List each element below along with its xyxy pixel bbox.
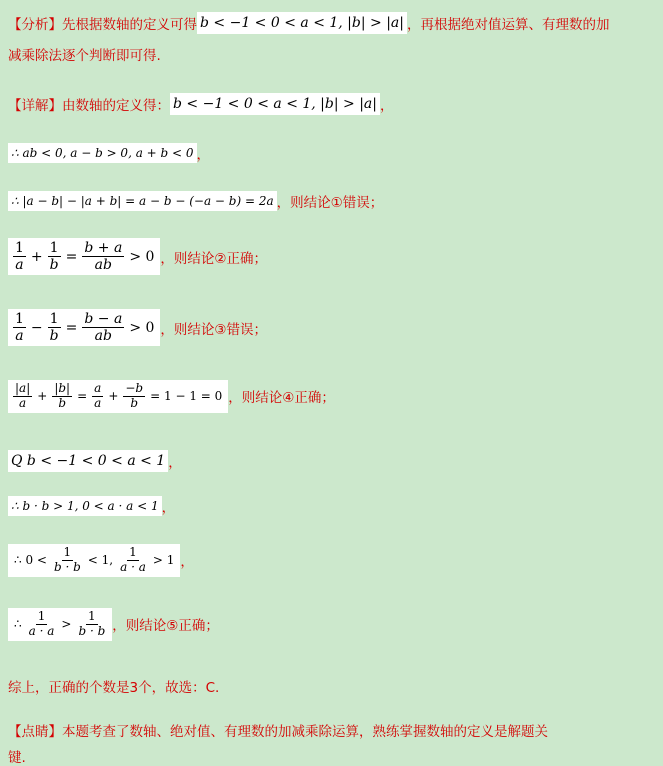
numerator: 1	[15, 311, 24, 327]
step-6	[8, 450, 657, 472]
numerator: 1	[37, 609, 46, 623]
denominator: a	[94, 395, 102, 410]
comment-text-line2: 键.	[8, 750, 26, 766]
operator: =	[77, 389, 88, 404]
fraction	[52, 382, 72, 411]
fraction	[123, 382, 145, 411]
denominator: b	[58, 395, 67, 410]
operator: +	[30, 248, 43, 265]
numerator: 1	[49, 311, 59, 327]
numerator: 1	[88, 609, 96, 623]
comparison: > 0	[129, 319, 155, 336]
step-5-math	[8, 380, 228, 413]
detail-tag: 【详解】	[8, 98, 62, 114]
step-2-tail: ，则结论①错误；	[276, 195, 384, 211]
fraction	[52, 546, 83, 575]
comparison: > 0	[129, 248, 155, 265]
numerator: 1	[63, 545, 72, 559]
step-2-math: ∴ |a − b| − |a + b| = a − b − (−a − b) = 2a	[8, 191, 277, 211]
analysis-math: b < −1 < 0 < a < 1, |b| > |a|	[197, 12, 407, 34]
step-8-math	[8, 544, 180, 577]
denominator: b · b	[78, 623, 106, 638]
step-9	[8, 608, 657, 641]
denominator: a	[15, 257, 24, 274]
denominator: b	[49, 257, 59, 274]
analysis-text-after: ，再根据绝对值运算、有理数的加	[407, 17, 610, 33]
step-3	[8, 238, 657, 275]
comment-tag: 【点睛】	[8, 724, 62, 740]
comparison: < 1,	[87, 553, 114, 568]
fraction	[48, 311, 61, 344]
detail-math: b < −1 < 0 < a < 1, |b| > |a|	[170, 93, 380, 115]
numerator: 1	[129, 545, 137, 559]
numerator: 1	[49, 240, 59, 256]
analysis-line-1	[8, 12, 657, 34]
prefix: ∴ 0 <	[14, 553, 47, 568]
summary-line	[8, 676, 657, 696]
numerator: a	[94, 381, 102, 395]
numerator: b − a	[84, 311, 123, 327]
denominator: b	[49, 328, 59, 345]
denominator: a · a	[120, 559, 146, 574]
numerator: |a|	[15, 381, 31, 395]
denominator: ab	[94, 257, 112, 274]
fraction	[76, 610, 107, 639]
fraction	[13, 311, 26, 344]
summary-text: 综上，正确的个数是3个，故选：C.	[8, 680, 220, 696]
operator: +	[108, 389, 119, 404]
step-7-tail: ，	[161, 500, 176, 516]
fraction	[118, 546, 148, 575]
fraction	[92, 382, 103, 411]
denominator: a · a	[28, 623, 55, 638]
step-4-tail: ，则结论③错误；	[160, 321, 268, 338]
operator: +	[37, 389, 48, 404]
fraction	[82, 311, 124, 344]
step-7	[8, 496, 657, 516]
analysis-tag: 【分析】	[8, 17, 62, 33]
analysis-text-line2: 减乘除法逐个判断即可得.	[8, 48, 161, 64]
detail-tail: ，	[380, 98, 394, 114]
fraction	[48, 240, 61, 273]
numerator: 1	[15, 240, 24, 256]
fraction	[27, 610, 57, 639]
fraction	[13, 240, 26, 273]
comparison: = 1 − 1 = 0	[150, 389, 223, 404]
analysis-text: 先根据数轴的定义可得	[62, 17, 197, 33]
step-5-tail: ，则结论④正确；	[228, 390, 335, 407]
step-4	[8, 309, 657, 346]
denominator: a	[19, 395, 27, 410]
detail-line	[8, 93, 657, 115]
fraction	[82, 240, 124, 273]
step-2	[8, 191, 657, 211]
comment-line-2	[8, 746, 657, 766]
step-1-math: ∴ ab < 0, a − b > 0, a + b < 0	[8, 143, 197, 163]
denominator: b	[130, 395, 139, 410]
analysis-line-2	[8, 44, 657, 64]
comment-line-1	[8, 720, 657, 740]
comparison: > 1	[152, 553, 175, 568]
step-4-math	[8, 309, 160, 346]
operator: =	[65, 319, 78, 336]
step-9-math	[8, 608, 112, 641]
step-8-tail: ，	[180, 554, 194, 571]
detail-text: 由数轴的定义得：	[62, 98, 170, 114]
step-3-tail: ，则结论②正确；	[160, 250, 268, 267]
prefix: ∴	[14, 617, 22, 632]
denominator: ab	[94, 328, 112, 345]
operator: −	[30, 319, 43, 336]
numerator: −b	[125, 381, 144, 395]
denominator: b · b	[53, 559, 81, 574]
step-1-tail: ，	[196, 147, 211, 163]
operator: =	[65, 248, 78, 265]
comment-text: 本题考查了数轴、绝对值、有理数的加减乘除运算，熟练掌握数轴的定义是解题关	[62, 724, 548, 740]
numerator: b + a	[84, 240, 123, 256]
step-5	[8, 380, 657, 413]
step-1	[8, 143, 657, 163]
step-3-math	[8, 238, 160, 275]
step-6-tail: ，	[168, 455, 182, 471]
denominator: a	[15, 328, 24, 345]
operator: >	[61, 617, 72, 632]
step-9-tail: ，则结论⑤正确；	[112, 618, 219, 635]
fraction	[13, 382, 32, 411]
numerator: |b|	[54, 381, 71, 395]
step-6-math: Q b < −1 < 0 < a < 1	[8, 450, 168, 472]
step-7-math: ∴ b · b > 1, 0 < a · a < 1	[8, 496, 162, 516]
step-8	[8, 544, 657, 577]
